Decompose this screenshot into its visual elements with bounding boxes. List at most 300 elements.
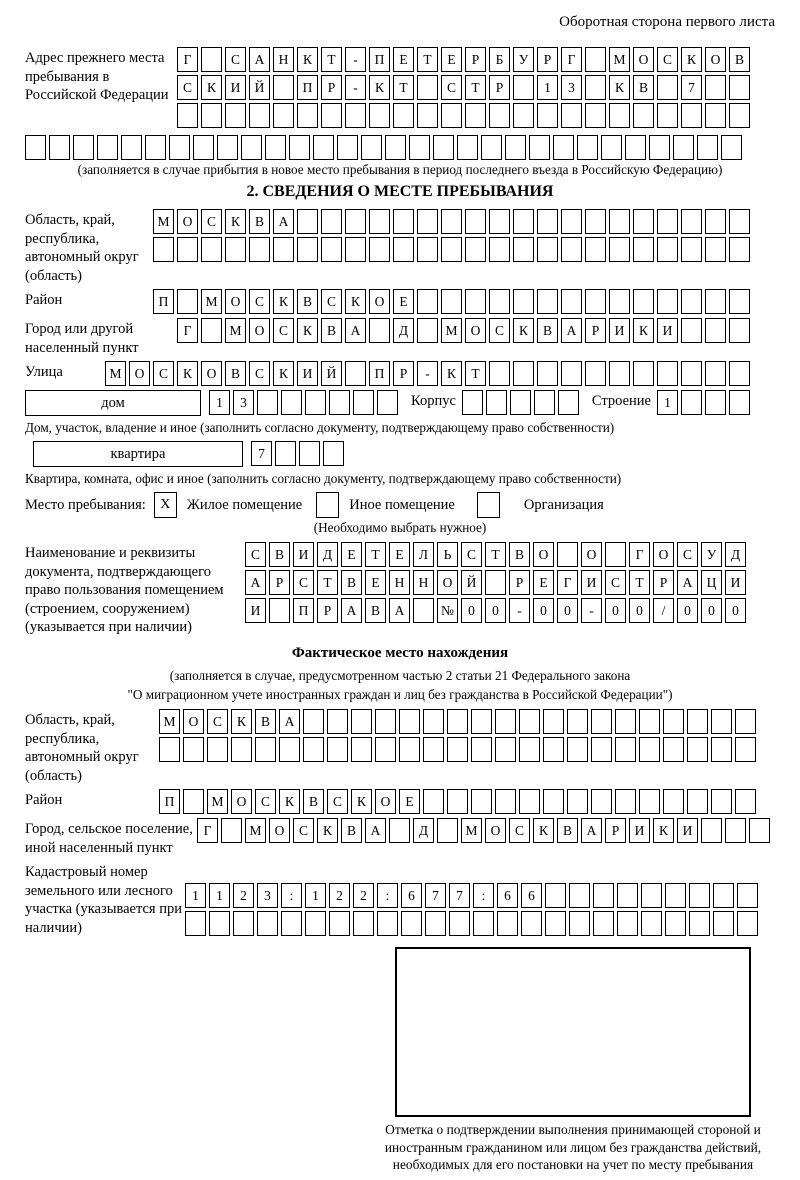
grid-cell[interactable]: Р [537, 47, 558, 72]
grid-cell[interactable] [729, 318, 750, 343]
grid-cell[interactable]: - [345, 47, 366, 72]
grid-cell[interactable] [601, 135, 622, 160]
grid-cell[interactable] [399, 737, 420, 762]
grid-cell[interactable] [201, 318, 222, 343]
grid-cell[interactable]: 1 [657, 390, 678, 415]
grid-cell[interactable]: К [225, 209, 246, 234]
grid-cell[interactable] [217, 135, 238, 160]
grid-cell[interactable]: В [303, 789, 324, 814]
grid-cell[interactable] [393, 103, 414, 128]
grid-cell[interactable] [705, 209, 726, 234]
grid-cell[interactable] [567, 737, 588, 762]
grid-cell[interactable] [521, 911, 542, 936]
grid-cell[interactable]: К [273, 289, 294, 314]
grid-cell[interactable] [711, 709, 732, 734]
grid-cell[interactable] [591, 789, 612, 814]
grid-cell[interactable]: Г [177, 318, 198, 343]
grid-cell[interactable] [351, 737, 372, 762]
grid-cell[interactable] [413, 598, 434, 623]
grid-cell[interactable] [249, 103, 270, 128]
grid-cell[interactable]: А [677, 570, 698, 595]
grid-cell[interactable] [585, 75, 606, 100]
grid-cell[interactable]: 0 [461, 598, 482, 623]
grid-cell[interactable] [705, 103, 726, 128]
grid-cell[interactable]: Б [489, 47, 510, 72]
grid-cell[interactable]: В [509, 542, 530, 567]
grid-cell[interactable] [471, 789, 492, 814]
grid-cell[interactable] [473, 911, 494, 936]
grid-cell[interactable]: В [255, 709, 276, 734]
grid-cell[interactable] [711, 789, 732, 814]
grid-cell[interactable] [221, 818, 242, 843]
grid-cell[interactable]: К [201, 75, 222, 100]
grid-cell[interactable]: С [677, 542, 698, 567]
grid-cell[interactable] [233, 911, 254, 936]
house-box[interactable]: дом [25, 390, 201, 416]
grid-cell[interactable] [73, 135, 94, 160]
grid-cell[interactable]: Н [389, 570, 410, 595]
grid-cell[interactable] [593, 911, 614, 936]
grid-cell[interactable] [345, 103, 366, 128]
grid-cell[interactable] [269, 598, 290, 623]
grid-cell[interactable] [465, 237, 486, 262]
grid-cell[interactable]: К [533, 818, 554, 843]
grid-cell[interactable] [681, 289, 702, 314]
grid-cell[interactable] [485, 570, 506, 595]
grid-cell[interactable] [639, 737, 660, 762]
grid-cell[interactable]: В [537, 318, 558, 343]
grid-cell[interactable]: Р [317, 598, 338, 623]
grid-cell[interactable] [417, 289, 438, 314]
grid-cell[interactable]: Т [465, 75, 486, 100]
grid-cell[interactable] [305, 911, 326, 936]
grid-cell[interactable] [423, 789, 444, 814]
grid-cell[interactable] [275, 441, 296, 466]
grid-cell[interactable] [457, 135, 478, 160]
grid-cell[interactable]: Й [321, 361, 342, 386]
grid-cell[interactable]: К [633, 318, 654, 343]
grid-cell[interactable] [681, 318, 702, 343]
grid-cell[interactable]: Р [269, 570, 290, 595]
grid-cell[interactable] [345, 361, 366, 386]
grid-cell[interactable]: У [513, 47, 534, 72]
grid-cell[interactable]: У [701, 542, 722, 567]
grid-cell[interactable]: Г [561, 47, 582, 72]
grid-cell[interactable] [225, 237, 246, 262]
grid-cell[interactable] [729, 361, 750, 386]
grid-cell[interactable] [207, 737, 228, 762]
grid-cell[interactable]: Т [317, 570, 338, 595]
grid-cell[interactable]: Е [365, 570, 386, 595]
grid-cell[interactable]: П [297, 75, 318, 100]
grid-cell[interactable]: П [159, 789, 180, 814]
grid-cell[interactable] [145, 135, 166, 160]
grid-cell[interactable]: 0 [725, 598, 746, 623]
grid-cell[interactable] [495, 709, 516, 734]
grid-cell[interactable] [537, 103, 558, 128]
grid-cell[interactable] [665, 911, 686, 936]
grid-cell[interactable]: С [245, 542, 266, 567]
grid-cell[interactable] [345, 209, 366, 234]
grid-cell[interactable]: С [327, 789, 348, 814]
grid-cell[interactable]: М [105, 361, 126, 386]
grid-cell[interactable]: Р [393, 361, 414, 386]
grid-cell[interactable]: 0 [485, 598, 506, 623]
grid-cell[interactable] [725, 818, 746, 843]
grid-cell[interactable]: М [207, 789, 228, 814]
grid-cell[interactable] [231, 737, 252, 762]
grid-cell[interactable] [585, 209, 606, 234]
grid-cell[interactable]: И [245, 598, 266, 623]
grid-cell[interactable] [729, 209, 750, 234]
grid-cell[interactable]: 7 [449, 883, 470, 908]
grid-cell[interactable] [585, 361, 606, 386]
grid-cell[interactable]: / [653, 598, 674, 623]
grid-cell[interactable] [489, 237, 510, 262]
grid-cell[interactable] [687, 789, 708, 814]
grid-cell[interactable] [657, 289, 678, 314]
grid-cell[interactable]: 7 [251, 441, 272, 466]
grid-cell[interactable] [537, 237, 558, 262]
grid-cell[interactable] [543, 709, 564, 734]
grid-cell[interactable] [209, 911, 230, 936]
grid-cell[interactable] [519, 737, 540, 762]
grid-cell[interactable]: 3 [233, 390, 254, 415]
grid-cell[interactable] [279, 737, 300, 762]
grid-cell[interactable]: В [341, 570, 362, 595]
grid-cell[interactable]: 0 [605, 598, 626, 623]
grid-cell[interactable] [225, 103, 246, 128]
grid-cell[interactable] [321, 237, 342, 262]
grid-cell[interactable]: Е [341, 542, 362, 567]
grid-cell[interactable]: Е [389, 542, 410, 567]
grid-cell[interactable]: А [341, 598, 362, 623]
grid-cell[interactable] [121, 135, 142, 160]
grid-cell[interactable]: С [249, 361, 270, 386]
grid-cell[interactable]: И [225, 75, 246, 100]
apartment-box[interactable]: квартира [33, 441, 243, 467]
grid-cell[interactable] [471, 737, 492, 762]
grid-cell[interactable] [615, 737, 636, 762]
grid-cell[interactable]: 7 [681, 75, 702, 100]
grid-cell[interactable] [257, 911, 278, 936]
grid-cell[interactable]: А [345, 318, 366, 343]
grid-cell[interactable]: С [293, 570, 314, 595]
grid-cell[interactable]: О [633, 47, 654, 72]
grid-cell[interactable]: М [225, 318, 246, 343]
grid-cell[interactable] [681, 390, 702, 415]
grid-cell[interactable] [537, 361, 558, 386]
grid-cell[interactable]: 2 [233, 883, 254, 908]
grid-cell[interactable]: А [389, 598, 410, 623]
grid-cell[interactable] [737, 911, 758, 936]
grid-cell[interactable]: О [485, 818, 506, 843]
grid-cell[interactable] [657, 237, 678, 262]
grid-cell[interactable] [711, 737, 732, 762]
grid-cell[interactable] [705, 75, 726, 100]
grid-cell[interactable]: - [345, 75, 366, 100]
grid-cell[interactable]: Е [393, 47, 414, 72]
grid-cell[interactable]: С [293, 818, 314, 843]
grid-cell[interactable]: И [677, 818, 698, 843]
grid-cell[interactable]: А [581, 818, 602, 843]
grid-cell[interactable] [737, 883, 758, 908]
grid-cell[interactable] [663, 709, 684, 734]
grid-cell[interactable] [303, 737, 324, 762]
grid-cell[interactable] [689, 883, 710, 908]
grid-cell[interactable]: О [201, 361, 222, 386]
grid-cell[interactable] [585, 103, 606, 128]
grid-cell[interactable] [153, 237, 174, 262]
grid-cell[interactable]: С [441, 75, 462, 100]
grid-cell[interactable] [591, 709, 612, 734]
grid-cell[interactable]: Р [465, 47, 486, 72]
grid-cell[interactable]: Р [585, 318, 606, 343]
grid-cell[interactable]: Е [393, 289, 414, 314]
grid-cell[interactable] [377, 390, 398, 415]
grid-cell[interactable]: - [417, 361, 438, 386]
grid-cell[interactable]: Т [365, 542, 386, 567]
grid-cell[interactable] [385, 135, 406, 160]
grid-cell[interactable] [183, 737, 204, 762]
grid-cell[interactable] [177, 237, 198, 262]
grid-cell[interactable] [495, 789, 516, 814]
grid-cell[interactable] [625, 135, 646, 160]
grid-cell[interactable] [425, 911, 446, 936]
grid-cell[interactable]: А [561, 318, 582, 343]
grid-cell[interactable] [553, 135, 574, 160]
grid-cell[interactable]: И [725, 570, 746, 595]
grid-cell[interactable] [689, 911, 710, 936]
grid-cell[interactable] [665, 883, 686, 908]
grid-cell[interactable]: А [249, 47, 270, 72]
grid-cell[interactable]: 0 [677, 598, 698, 623]
grid-cell[interactable] [729, 103, 750, 128]
grid-cell[interactable] [201, 237, 222, 262]
grid-cell[interactable] [201, 47, 222, 72]
grid-cell[interactable]: К [273, 361, 294, 386]
grid-cell[interactable] [663, 789, 684, 814]
grid-cell[interactable]: О [177, 209, 198, 234]
grid-cell[interactable] [729, 289, 750, 314]
grid-cell[interactable] [495, 737, 516, 762]
grid-cell[interactable] [193, 135, 214, 160]
grid-cell[interactable] [697, 135, 718, 160]
grid-cell[interactable]: О [705, 47, 726, 72]
grid-cell[interactable]: О [369, 289, 390, 314]
grid-cell[interactable] [321, 103, 342, 128]
grid-cell[interactable]: М [153, 209, 174, 234]
checkbox-other-premises[interactable] [316, 492, 339, 518]
grid-cell[interactable]: И [581, 570, 602, 595]
grid-cell[interactable] [489, 361, 510, 386]
grid-cell[interactable]: К [351, 789, 372, 814]
grid-cell[interactable]: 0 [557, 598, 578, 623]
grid-cell[interactable] [361, 135, 382, 160]
grid-cell[interactable] [177, 103, 198, 128]
grid-cell[interactable]: К [297, 318, 318, 343]
grid-cell[interactable]: К [681, 47, 702, 72]
grid-cell[interactable]: А [273, 209, 294, 234]
grid-cell[interactable] [687, 709, 708, 734]
grid-cell[interactable]: П [293, 598, 314, 623]
grid-cell[interactable] [486, 390, 507, 415]
grid-cell[interactable] [735, 789, 756, 814]
grid-cell[interactable]: С [461, 542, 482, 567]
grid-cell[interactable]: О [249, 318, 270, 343]
grid-cell[interactable]: В [633, 75, 654, 100]
grid-cell[interactable] [481, 135, 502, 160]
grid-cell[interactable] [735, 709, 756, 734]
grid-cell[interactable] [569, 911, 590, 936]
grid-cell[interactable]: Р [489, 75, 510, 100]
grid-cell[interactable] [323, 441, 344, 466]
grid-cell[interactable]: : [473, 883, 494, 908]
grid-cell[interactable] [375, 737, 396, 762]
grid-cell[interactable]: В [321, 318, 342, 343]
grid-cell[interactable]: К [279, 789, 300, 814]
grid-cell[interactable] [593, 883, 614, 908]
grid-cell[interactable]: К [441, 361, 462, 386]
grid-cell[interactable]: Й [249, 75, 270, 100]
grid-cell[interactable]: О [225, 289, 246, 314]
grid-cell[interactable] [505, 135, 526, 160]
grid-cell[interactable] [441, 289, 462, 314]
grid-cell[interactable]: К [345, 289, 366, 314]
grid-cell[interactable]: Д [413, 818, 434, 843]
grid-cell[interactable] [297, 237, 318, 262]
grid-cell[interactable]: М [201, 289, 222, 314]
grid-cell[interactable] [375, 709, 396, 734]
grid-cell[interactable] [577, 135, 598, 160]
grid-cell[interactable] [337, 135, 358, 160]
grid-cell[interactable]: С [225, 47, 246, 72]
grid-cell[interactable] [519, 789, 540, 814]
grid-cell[interactable] [729, 390, 750, 415]
grid-cell[interactable]: М [461, 818, 482, 843]
grid-cell[interactable] [705, 361, 726, 386]
grid-cell[interactable] [257, 390, 278, 415]
grid-cell[interactable]: О [437, 570, 458, 595]
grid-cell[interactable] [281, 390, 302, 415]
grid-cell[interactable] [471, 709, 492, 734]
grid-cell[interactable] [537, 209, 558, 234]
grid-cell[interactable]: М [159, 709, 180, 734]
grid-cell[interactable] [393, 237, 414, 262]
grid-cell[interactable] [617, 883, 638, 908]
grid-cell[interactable]: Н [273, 47, 294, 72]
grid-cell[interactable] [369, 237, 390, 262]
checkbox-residential[interactable]: X [154, 492, 177, 518]
grid-cell[interactable]: С [207, 709, 228, 734]
grid-cell[interactable]: С [657, 47, 678, 72]
grid-cell[interactable]: М [245, 818, 266, 843]
grid-cell[interactable]: 1 [537, 75, 558, 100]
grid-cell[interactable]: 0 [629, 598, 650, 623]
grid-cell[interactable] [401, 911, 422, 936]
grid-cell[interactable] [369, 103, 390, 128]
grid-cell[interactable]: О [533, 542, 554, 567]
grid-cell[interactable]: В [249, 209, 270, 234]
grid-cell[interactable] [462, 390, 483, 415]
grid-cell[interactable] [561, 289, 582, 314]
grid-cell[interactable] [534, 390, 555, 415]
grid-cell[interactable]: О [581, 542, 602, 567]
grid-cell[interactable] [649, 135, 670, 160]
grid-cell[interactable] [465, 103, 486, 128]
grid-cell[interactable] [705, 390, 726, 415]
grid-cell[interactable] [567, 789, 588, 814]
grid-cell[interactable]: Г [177, 47, 198, 72]
grid-cell[interactable] [329, 911, 350, 936]
grid-cell[interactable]: Л [413, 542, 434, 567]
grid-cell[interactable]: С [249, 289, 270, 314]
grid-cell[interactable]: И [657, 318, 678, 343]
grid-cell[interactable]: Е [533, 570, 554, 595]
grid-cell[interactable] [423, 709, 444, 734]
grid-cell[interactable] [687, 737, 708, 762]
grid-cell[interactable] [377, 911, 398, 936]
grid-cell[interactable]: С [321, 289, 342, 314]
grid-cell[interactable] [561, 361, 582, 386]
grid-cell[interactable]: М [609, 47, 630, 72]
grid-cell[interactable] [713, 883, 734, 908]
grid-cell[interactable] [369, 209, 390, 234]
grid-cell[interactable] [510, 390, 531, 415]
grid-cell[interactable] [241, 135, 262, 160]
grid-cell[interactable]: - [509, 598, 530, 623]
grid-cell[interactable]: К [369, 75, 390, 100]
grid-cell[interactable]: К [653, 818, 674, 843]
grid-cell[interactable]: А [365, 818, 386, 843]
grid-cell[interactable] [609, 209, 630, 234]
grid-cell[interactable] [465, 289, 486, 314]
grid-cell[interactable] [605, 542, 626, 567]
grid-cell[interactable]: О [129, 361, 150, 386]
grid-cell[interactable]: Т [417, 47, 438, 72]
grid-cell[interactable] [417, 209, 438, 234]
grid-cell[interactable] [159, 737, 180, 762]
grid-cell[interactable]: С [255, 789, 276, 814]
grid-cell[interactable]: 3 [561, 75, 582, 100]
grid-cell[interactable]: О [375, 789, 396, 814]
grid-cell[interactable] [557, 542, 578, 567]
grid-cell[interactable] [609, 237, 630, 262]
grid-cell[interactable]: Р [653, 570, 674, 595]
grid-cell[interactable] [177, 289, 198, 314]
grid-cell[interactable] [681, 361, 702, 386]
grid-cell[interactable] [543, 737, 564, 762]
grid-cell[interactable] [305, 390, 326, 415]
grid-cell[interactable] [513, 209, 534, 234]
grid-cell[interactable]: П [369, 361, 390, 386]
grid-cell[interactable] [633, 289, 654, 314]
grid-cell[interactable] [657, 103, 678, 128]
grid-cell[interactable]: 2 [329, 883, 350, 908]
grid-cell[interactable]: Е [441, 47, 462, 72]
grid-cell[interactable] [185, 911, 206, 936]
grid-cell[interactable] [345, 237, 366, 262]
grid-cell[interactable] [633, 209, 654, 234]
grid-cell[interactable] [497, 911, 518, 936]
grid-cell[interactable] [681, 209, 702, 234]
grid-cell[interactable]: Т [485, 542, 506, 567]
grid-cell[interactable]: : [281, 883, 302, 908]
grid-cell[interactable]: 2 [353, 883, 374, 908]
grid-cell[interactable]: Р [321, 75, 342, 100]
grid-cell[interactable] [705, 318, 726, 343]
grid-cell[interactable] [489, 289, 510, 314]
